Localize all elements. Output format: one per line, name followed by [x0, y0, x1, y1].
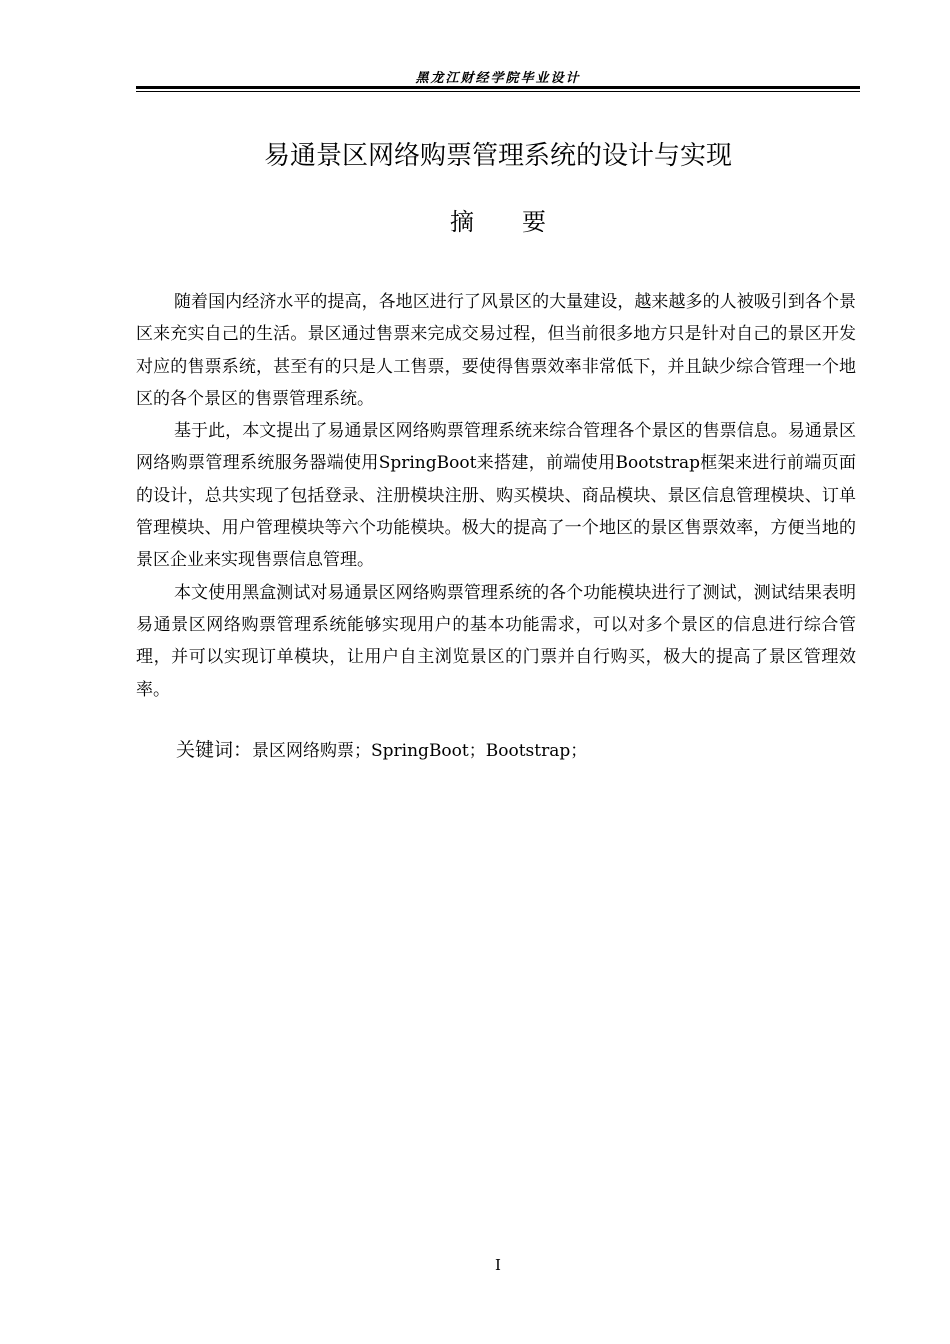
abstract-paragraph: 随着国内经济水平的提高，各地区进行了风景区的大量建设，越来越多的人被吸引到各个景区来充实自己的生活。景区通过售票来完成交易过程，但当前很多地方只是针对自己的景区开发对应的售票系统，甚至有的只是人工售票，要使得售票效率非常低下，并且缺少综合管理一个地区的各个景区的售票管理系统。 — [136, 292, 856, 409]
abstract-paragraph: 本文使用黑盒测试对易通景区网络购票管理系统的各个功能模块进行了测试，测试结果表明易通景区网络购票管理系统能够实现用户的基本功能需求，可以对多个景区的信息进行综合管理，并可以实现订单模块，让用户自主浏览景区的门票并自行购买，极大的提高了景区管理效率。 — [136, 582, 856, 700]
document-title: 易通景区网络购票管理系统的设计与实现 — [263, 141, 732, 171]
page-number: I — [495, 1256, 501, 1274]
running-header: 黑龙江财经学院毕业设计 — [415, 71, 581, 86]
abstract-paragraph: 基于此，本文提出了易通景区网络购票管理系统来综合管理各个景区的售票信息。易通景区网络购票管理系统服务器端使用SpringBoot来搭建，前端使用Bootstrap框架来进行前端页面的设计，总共实现了包括登录、注册模块注册、购买模块、商品模块、景区信息管理模块、订单管理模块、用户管理模块等六个功能模块。极大的提高了一个地区的景区售票效率，方便当地的景区企业来实现售票信息管理。 — [136, 421, 856, 571]
abstract-heading: 摘要 — [450, 208, 594, 236]
keywords-label: 关键词： — [176, 739, 253, 761]
keywords-line — [176, 734, 587, 767]
header-rule-thick — [136, 86, 860, 89]
abstract-body — [136, 286, 856, 706]
keywords-value: 景区网络购票；SpringBoot；Bootstrap； — [252, 741, 588, 761]
header-rule-thin — [136, 91, 860, 92]
